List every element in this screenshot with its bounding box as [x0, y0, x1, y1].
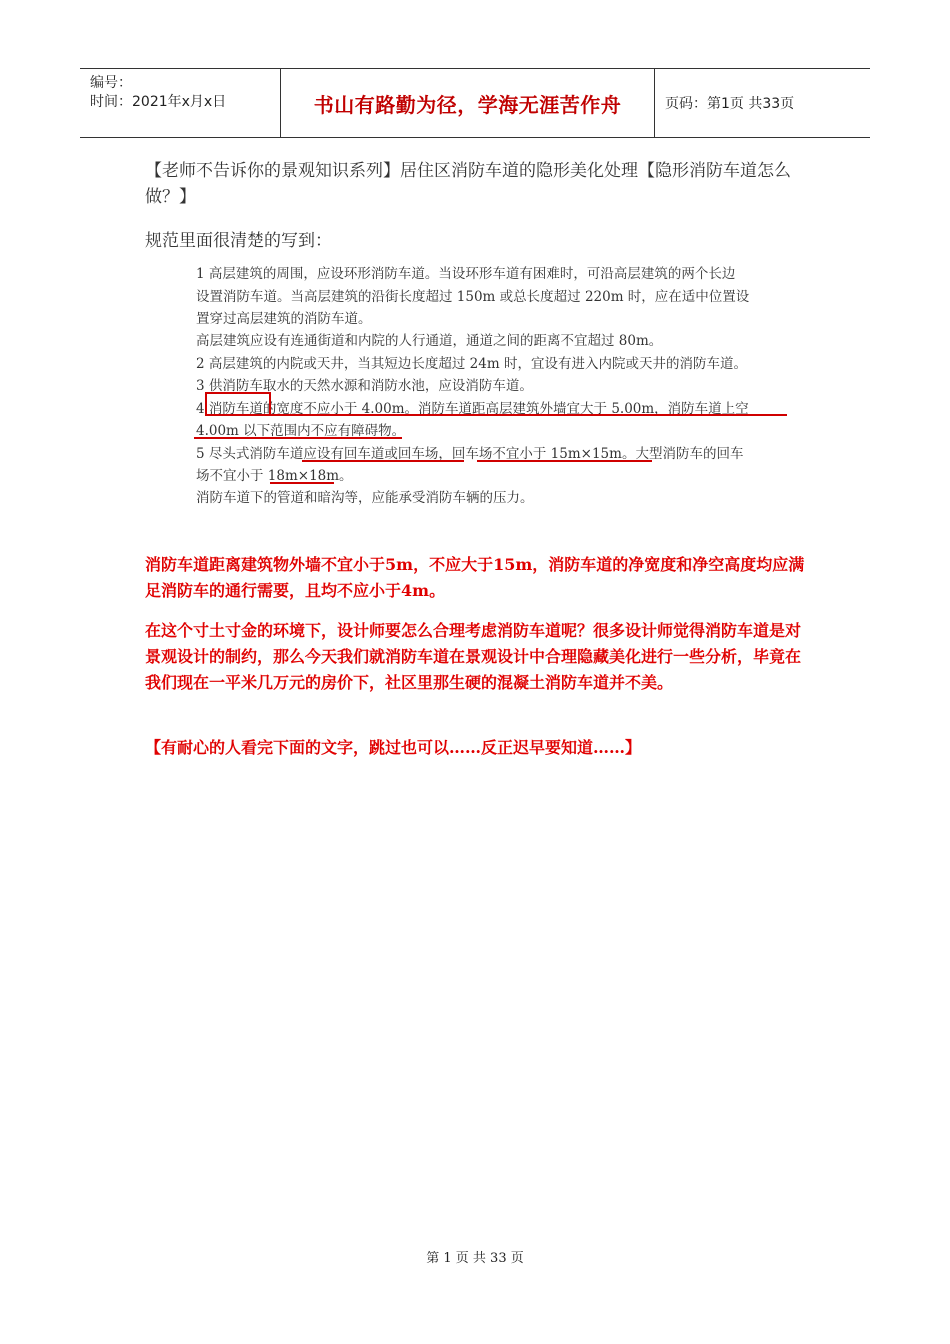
article-title: 【老师不告诉你的景观知识系列】居住区消防车道的隐形美化处理【隐形消防车道怎么做？】 [145, 161, 791, 207]
regulation-line: 4 消防车道的宽度不应小于 4.00m。消防车道距高层建筑外墙宜大于 5.00m，消防车道上空 [196, 401, 749, 417]
red-paragraph: 在这个寸土寸金的环境下，设计师要怎么合理考虑消防车道呢？很多设计师觉得消防车道是对景观设计的制约，那么今天我们就消防车道在景观设计中合理隐藏美化进行一些分析，毕竟在我们现在一平米几万元的房价下，社区里那生硬的混凝土消防车道并不美。 [145, 621, 802, 692]
document-time-label: 时间：2021年x月x日 [90, 94, 227, 110]
header-meta [80, 69, 280, 137]
regulation-line: 3 供消防车取水的天然水源和消防水池，应设消防车道。 [196, 378, 533, 394]
regulation-excerpt-image [192, 258, 802, 508]
regulation-line: 2 高层建筑的内院或天井，当其短边长度超过 24m 时，宜设有进入内院或天井的消防车道。 [196, 356, 747, 372]
header-page-cell [655, 69, 870, 137]
regulation-line: 4.00m 以下范围内不应有障碍物。 [196, 423, 406, 439]
red-paragraph: 消防车道距离建筑物外墙不宜小于5m，不应大于15m，消防车道的净宽度和净空高度均应满足消防车的通行需要，且均不应小于4m。 [145, 555, 805, 600]
red-annotation-marks [192, 258, 802, 508]
regulation-line: 5 尽头式消防车道应设有回车道或回车场，回车场不宜小于 15m×15m。大型消防车的回车 [196, 446, 744, 462]
header-motto: 书山有路勤为径，学海无涯苦作舟 [313, 92, 622, 117]
header-page-info: 页码：第1页 共33页 [665, 96, 795, 112]
red-paragraph: 【有耐心的人看完下面的文字，跳过也可以……反正迟早要知道……】 [145, 738, 642, 757]
document-number-label: 编号： [90, 75, 132, 91]
annotation-box [206, 393, 270, 415]
document-header [80, 68, 870, 138]
header-motto-cell [281, 69, 654, 137]
regulation-line: 场不宜小于 18m×18m。 [196, 468, 353, 484]
article-intro: 规范里面很清楚的写到： [145, 231, 332, 251]
regulation-line: 1 高层建筑的周围，应设环形消防车道。当设环形车道有困难时，可沿高层建筑的两个长边 [196, 266, 736, 282]
page-footer: 第 1 页 共 33 页 [426, 1251, 524, 1266]
regulation-line: 设置消防车道。当高层建筑的沿街长度超过 150m 或总长度超过 220m 时，应在适中位置设 [196, 289, 750, 305]
regulation-line: 消防车道下的管道和暗沟等，应能承受消防车辆的压力。 [196, 490, 534, 506]
regulation-line: 高层建筑应设有连通街道和内院的人行通道，通道之间的距离不宜超过 80m。 [196, 333, 663, 349]
regulation-line: 置穿过高层建筑的消防车道。 [196, 311, 372, 327]
